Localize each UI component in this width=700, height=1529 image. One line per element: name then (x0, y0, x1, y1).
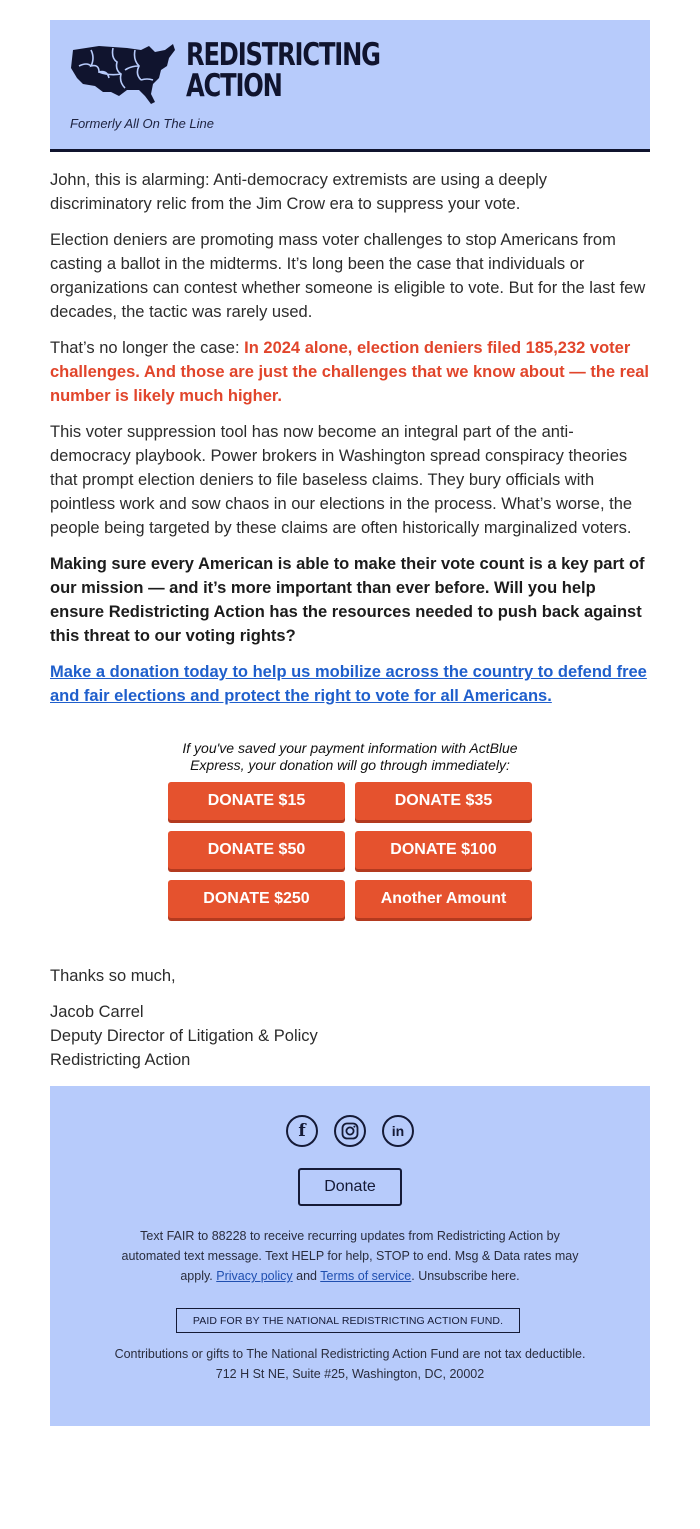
privacy-policy-link[interactable]: Privacy policy (216, 1269, 293, 1283)
signer-org: Redistricting Action (50, 1051, 191, 1069)
terms-of-service-link[interactable]: Terms of service (320, 1269, 412, 1283)
paragraph-4: This voter suppression tool has now become an integral part of the anti-democracy playbook. Power brokers in Washington spread conspiracy theories that prompt election deniers to file baseless claims. They bury officials with pointless work and sow chaos in our elections in the process. What’s worse, the people being targeted by these claims are often historically marginalized voters. (50, 423, 633, 537)
logo-line-2: ACTION (186, 68, 282, 104)
linkedin-icon[interactable] (382, 1115, 414, 1147)
email-footer (50, 1086, 650, 1426)
signer-name: Jacob Carrel (50, 1003, 144, 1021)
paragraph-2: Election deniers are promoting mass voter challenges to stop Americans from casting a ballot in the midterms. It’s long been the case that individuals or organizations can contest whether someone is eligible to vote. But for the last few decades, the tactic was rarely used. (50, 231, 646, 321)
donate-250-button[interactable]: DONATE $250 (168, 880, 345, 918)
unsubscribe-text: . Unsubscribe here. (411, 1269, 520, 1283)
paragraph-3-highlight: In 2024 alone, election deniers filed 185,232 voter challenges. And those are just the challenges that we know about — the real number is likely much higher. (50, 339, 650, 405)
donate-100-button[interactable]: DONATE $100 (355, 831, 532, 869)
signer-title: Deputy Director of Litigation & Policy (50, 1027, 318, 1045)
mailing-address: 712 H St NE, Suite #25, Washington, DC, 20002 (215, 1367, 485, 1381)
email-body (50, 152, 650, 708)
facebook-glyph: f (298, 1121, 306, 1141)
logo-line-1: REDISTRICTING (186, 37, 380, 73)
donation-link[interactable]: Make a donation today to help us mobilize across the country to defend free and fair elections and protect the right to vote for all Americans. (50, 663, 647, 705)
paragraph-3-lead: That’s no longer the case: (50, 339, 245, 357)
social-links (50, 1115, 650, 1147)
donate-35-button[interactable]: DONATE $35 (355, 782, 532, 820)
instagram-glyph (341, 1122, 359, 1140)
actblue-express-note: If you've saved your payment information with ActBlue Express, your donation will go through immediately: (182, 740, 518, 773)
contribution-notice (70, 1344, 630, 1384)
us-map-puzzle-logo-icon (69, 40, 177, 106)
email-header (50, 20, 650, 152)
donate-15-button[interactable]: DONATE $15 (168, 782, 345, 820)
tax-notice: Contributions or gifts to The National Redistricting Action Fund are not tax deductible. (114, 1347, 586, 1361)
donate-50-button[interactable]: DONATE $50 (168, 831, 345, 869)
signature-block (50, 1000, 650, 1072)
donate-other-amount-button[interactable]: Another Amount (355, 880, 532, 918)
email-container (50, 20, 650, 1426)
thanks-line: Thanks so much, (50, 967, 176, 985)
legal-and: and (292, 1269, 321, 1283)
logo-wordmark (186, 37, 380, 104)
header-tagline: Formerly All On The Line (70, 116, 215, 131)
paragraph-3 (50, 336, 650, 408)
sms-legal-text (110, 1226, 590, 1286)
donation-link-paragraph (50, 660, 650, 708)
facebook-icon[interactable] (286, 1115, 318, 1147)
instagram-icon[interactable] (334, 1115, 366, 1147)
linkedin-glyph: in (391, 1123, 405, 1139)
paragraph-1: John, this is alarming: Anti-democracy extremists are using a deeply discriminatory relic from the Jim Crow era to suppress your vote. (50, 171, 548, 213)
paid-for-disclaimer: PAID FOR BY THE NATIONAL REDISTRICTING ACTION FUND. (176, 1308, 520, 1333)
paragraph-5: Making sure every American is able to make their vote count is a key part of our mission — and it’s more important than ever before. Will you help ensure Redistricting Action has the resources needed to push back against this threat to our voting rights? (50, 555, 645, 645)
donate-button-grid (168, 782, 532, 918)
sms-legal-copy: Text FAIR to 88228 to receive recurring updates from Redistricting Action by automated text message. Text HELP for help, STOP to end. Msg & Data rates may apply. (121, 1229, 579, 1283)
signoff (50, 964, 650, 1072)
footer-donate-button[interactable]: Donate (298, 1168, 402, 1206)
